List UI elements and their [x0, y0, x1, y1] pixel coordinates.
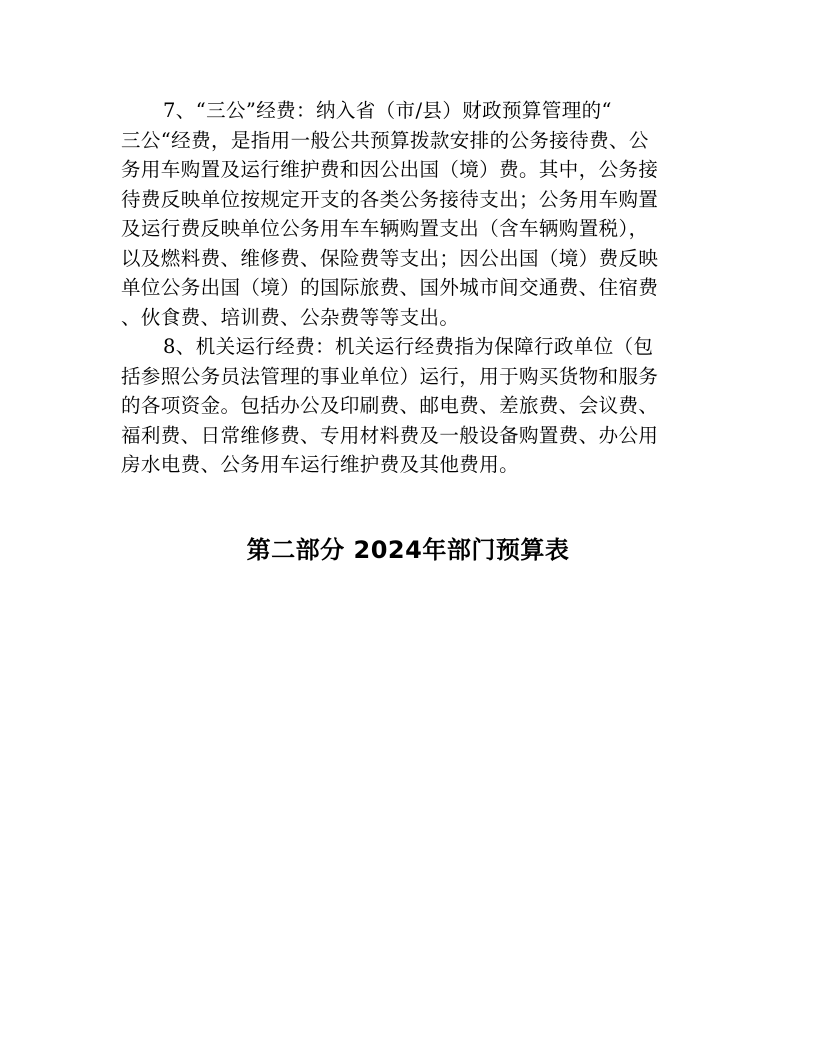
paragraph-line: 7、“三公”经费：纳入省（市/县）财政预算管理的“: [163, 99, 612, 122]
paragraph-three-public-expenses: [121, 96, 697, 332]
paragraph-line: 及运行费反映单位公务用车车辆购置支出（含车辆购置税），: [121, 217, 649, 240]
paragraph-line: 房水电费、公务用车运行维护费及其他费用。: [121, 453, 520, 476]
paragraph-line: 以及燃料费、维修费、保险费等支出；因公出国（境）费反映: [121, 246, 659, 270]
paragraph-line: 三公“经费，是指用一般公共预算拨款安排的公务接待费、公: [121, 128, 649, 152]
paragraph-line: 的各项资金。包括办公及印刷费、邮电费、差旅费、会议费、: [121, 394, 659, 417]
paragraph-line: 、伙食费、培训费、公杂费等等支出。: [121, 305, 460, 329]
paragraph-line: 8、机关运行经费：机关运行经费指为保障行政单位（包: [163, 335, 654, 358]
section-title: 第二部分 2024年部门预算表: [246, 536, 570, 564]
paragraph-line: 务用车购置及运行维护费和因公出国（境）费。其中，公务接: [121, 158, 659, 181]
paragraph-line: 待费反映单位按规定开支的各类公务接待支出；公务用车购置: [121, 187, 659, 211]
document-body: [121, 96, 697, 480]
paragraph-agency-operating-expenses: [121, 332, 697, 480]
paragraph-line: 单位公务出国（境）的国际旅费、国外城市间交通费、住宿费: [121, 276, 659, 299]
paragraph-line: 福利费、日常维修费、专用材料费及一般设备购置费、办公用: [121, 423, 659, 447]
paragraph-line: 括参照公务员法管理的事业单位）运行，用于购买货物和服务: [121, 364, 659, 388]
